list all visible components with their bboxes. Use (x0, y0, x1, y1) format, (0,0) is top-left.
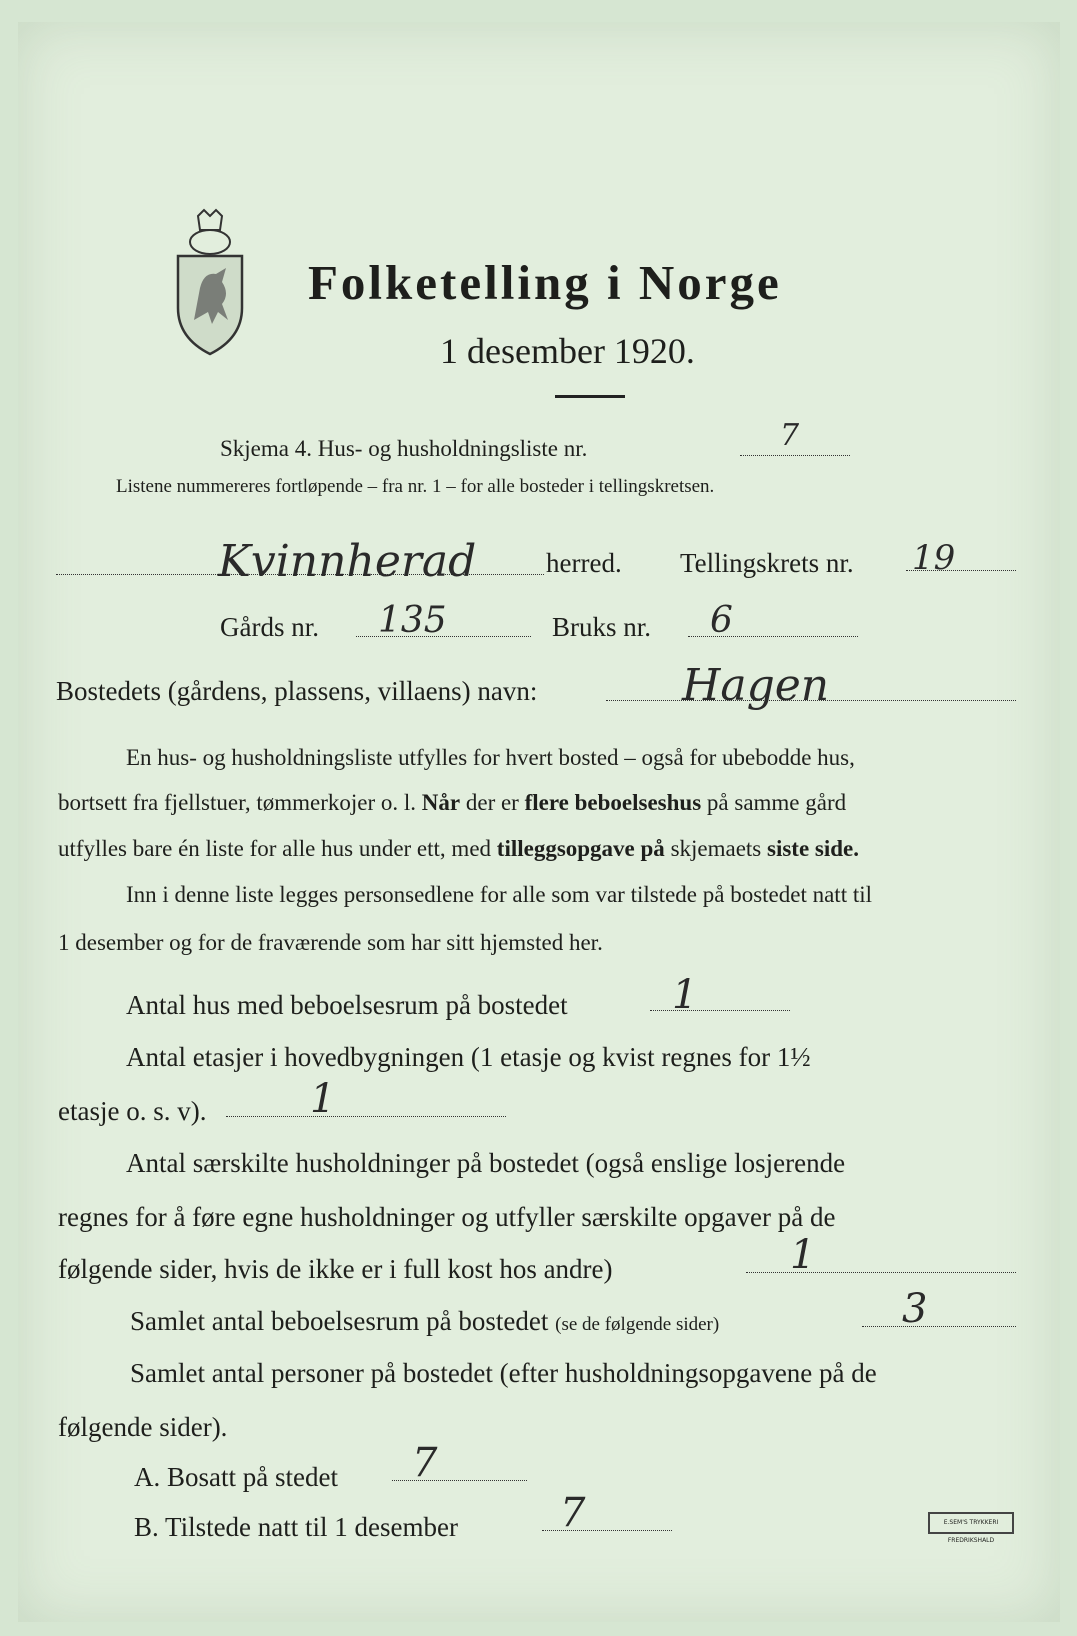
bosted-label: Bostedets (gårdens, plassens, villaens) navn: (56, 676, 538, 706)
pers-line-2: følgende sider). (58, 1412, 228, 1442)
bruks-label: Bruks nr. (552, 612, 652, 642)
bruks-value: 6 (710, 600, 733, 641)
gards-value: 135 (378, 600, 447, 641)
hus-label: Antal hus med beboelsesrum på bostedet (126, 990, 568, 1020)
krets-label: Tellingskrets nr. (680, 548, 854, 578)
tilstede-label: B. Tilstede natt til 1 desember (134, 1512, 458, 1542)
herred-label: herred. (546, 548, 622, 578)
etasjer-line-1: Antal etasjer i hovedbygningen (1 etasje og kvist regnes for 1½ (126, 1042, 811, 1072)
page-subtitle: 1 desember 1920. (440, 331, 695, 371)
hush-field[interactable] (746, 1272, 1016, 1273)
rum-value: 3 (902, 1286, 928, 1332)
hush-value: 1 (790, 1232, 816, 1278)
instruction-line-3 (58, 836, 859, 862)
instruction-text: utfylles bare én liste for alle hus under ett, med (58, 836, 492, 861)
schema-label: Skjema 4. Hus- og husholdningsliste nr. (220, 436, 588, 461)
rum-line (130, 1306, 719, 1337)
hush-line-3: følgende sider, hvis de ikke er i full kost hos andre) (58, 1254, 613, 1284)
rum-label: Samlet antal beboelsesrum på bostedet (130, 1306, 549, 1336)
numbering-note: Listene nummereres fortløpende – fra nr. 1 – for alle bosteder i tellingskretsen. (116, 476, 715, 497)
instruction-bold: tilleggsopgave på (496, 836, 665, 861)
instruction-line-1: En hus- og husholdningsliste utfylles for hvert bosted – også for ubebodde hus, (126, 745, 855, 770)
instruction-bold: siste side. (767, 836, 860, 861)
page-title: Folketelling i Norge (308, 255, 782, 310)
bosted-value: Hagen (682, 660, 830, 711)
etasjer-line-2: etasje o. s. v). (58, 1096, 207, 1126)
printer-stamp: E.SEM'S TRYKKERI FREDRIKSHALD (928, 1512, 1014, 1534)
krets-value: 19 (912, 538, 956, 578)
hush-line-1: Antal særskilte husholdninger på bostedet (også enslige losjerende (126, 1148, 846, 1178)
instruction-line-2 (58, 790, 846, 816)
etasjer-value: 1 (310, 1076, 336, 1122)
hus-value: 1 (672, 972, 698, 1018)
gards-label: Gårds nr. (220, 612, 319, 642)
instruction-line-5: 1 desember og for de fraværende som har sitt hjemsted her. (58, 930, 603, 955)
bosatt-value: 7 (412, 1440, 438, 1486)
instruction-text: bortsett fra fjellstuer, tømmerkojer o. l. (58, 790, 417, 815)
rum-field[interactable] (862, 1326, 1016, 1327)
list-no-field[interactable] (740, 455, 850, 456)
instruction-text: på samme gård (706, 790, 847, 815)
hush-line-2: regnes for å føre egne husholdninger og utfyller særskilte opgaver på de (58, 1202, 836, 1232)
instruction-text: der er (465, 790, 519, 815)
title-divider (555, 395, 625, 398)
rum-note: (se de følgende sider) (555, 1314, 720, 1335)
hus-field[interactable] (650, 1010, 790, 1011)
instruction-bold: Når (421, 790, 461, 815)
instruction-text: skjemaets (670, 836, 762, 861)
norwegian-coat-of-arms-icon (172, 208, 248, 358)
instruction-line-4: Inn i denne liste legges personsedlene for alle som var tilstede på bostedet natt til (126, 882, 873, 907)
tilstede-value: 7 (560, 1490, 586, 1536)
pers-line-1: Samlet antal personer på bostedet (efter husholdningsopgavene på de (130, 1358, 877, 1388)
etasjer-field[interactable] (226, 1116, 506, 1117)
herred-value: Kvinnherad (218, 536, 477, 587)
instruction-bold: flere beboelseshus (524, 790, 702, 815)
bosatt-label: A. Bosatt på stedet (134, 1462, 338, 1492)
list-no-value: 7 (780, 418, 800, 453)
